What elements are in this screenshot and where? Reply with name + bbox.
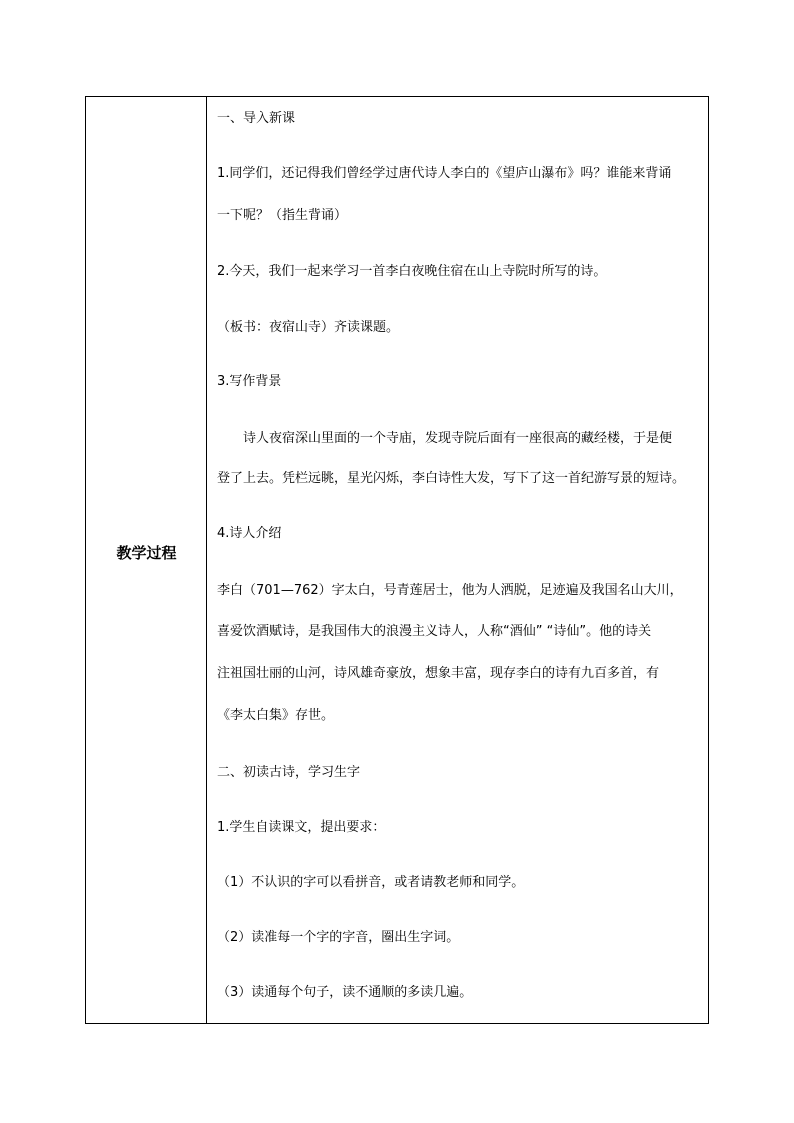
heading-first-reading: 二、初读古诗，学习生字 xyxy=(217,765,361,780)
paragraph-line: 1.同学们，还记得我们曾经学过唐代诗人李白的《望庐山瀑布》吗？谁能来背诵 xyxy=(217,166,672,181)
list-item: （1）不认识的字可以看拼音，或者请教老师和同学。 xyxy=(217,875,525,890)
section-label: 教学过程 xyxy=(116,544,177,562)
list-item: （2）读准每一个字的字音，圈出生字词。 xyxy=(217,930,460,945)
paragraph-line: 注祖国壮丽的山河，诗风雄奇豪放，想象丰富，现存李白的诗有九百多首，有 xyxy=(217,666,660,681)
paragraph-line: 2.今天，我们一起来学习一首李白夜晚住宿在山上寺院时所写的诗。 xyxy=(217,264,607,279)
paragraph-line: 李白（701—762）字太白，号青莲居士，他为人洒脱，足迹遍及我国名山大川， xyxy=(217,583,683,598)
paragraph-line: 1.学生自读课文，提出要求： xyxy=(217,820,386,835)
paragraph-line: 一下呢？（指生背诵） xyxy=(217,208,348,223)
subheading-poet: 4.诗人介绍 xyxy=(217,526,282,541)
paragraph-line: 诗人夜宿深山里面的一个寺庙，发现寺院后面有一座很高的藏经楼，于是便 xyxy=(243,431,673,446)
paragraph-line: 喜爱饮酒赋诗，是我国伟大的浪漫主义诗人，人称“酒仙” “诗仙”。他的诗关 xyxy=(217,624,652,639)
content-cell xyxy=(208,97,708,1023)
lesson-table xyxy=(85,96,709,1024)
heading-intro: 一、导入新课 xyxy=(217,111,296,126)
paragraph-line: 登了上去。凭栏远眺，星光闪烁，李白诗性大发，写下了这一首纪游写景的短诗。 xyxy=(217,471,686,486)
paragraph-line: 《李太白集》存世。 xyxy=(217,708,335,723)
list-item: （3）读通每个句子，读不通顺的多读几遍。 xyxy=(217,985,473,1000)
paragraph-line: （板书：夜宿山寺）齐读课题。 xyxy=(217,320,400,335)
label-cell xyxy=(86,97,207,1023)
subheading-background: 3.写作背景 xyxy=(217,374,282,389)
